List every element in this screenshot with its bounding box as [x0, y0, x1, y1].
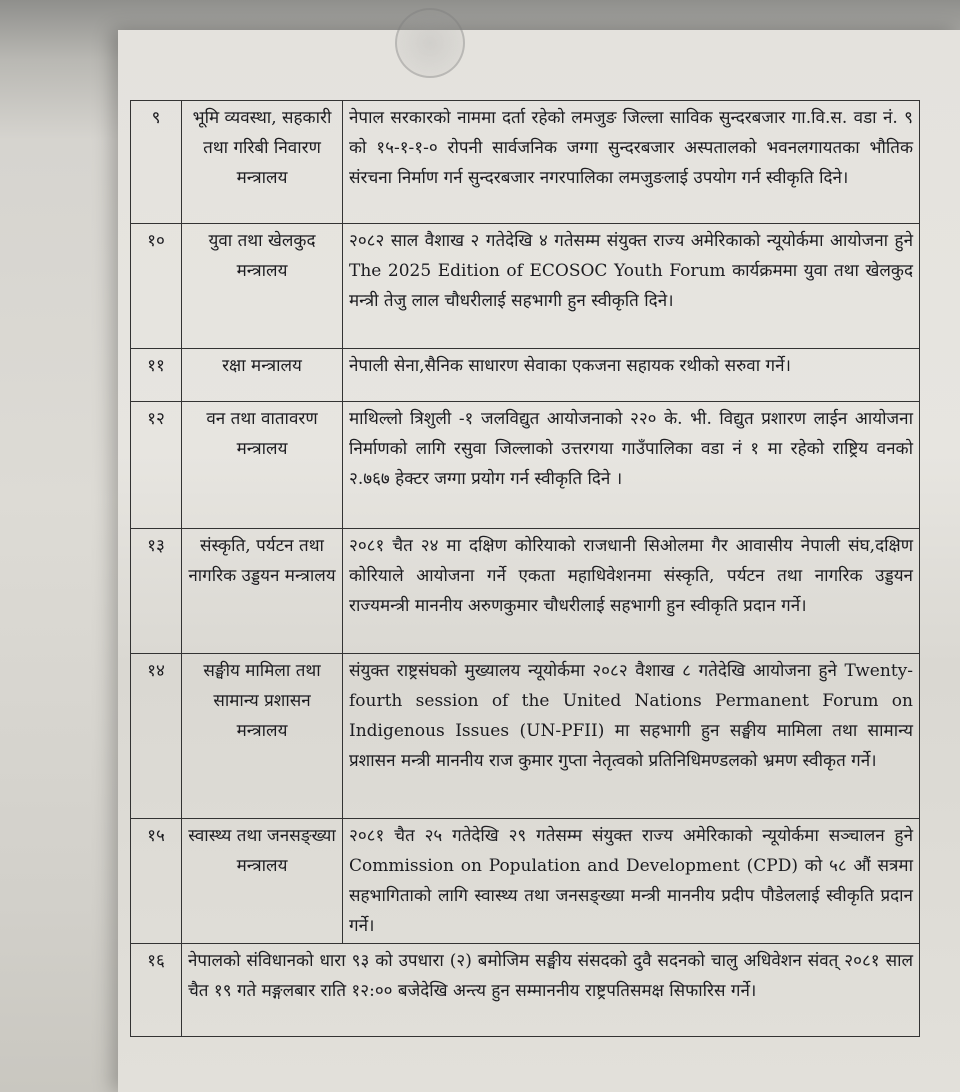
- table-row: [131, 819, 920, 944]
- ministry-name: संस्कृति, पर्यटन तथा नागरिक उड्डयन मन्त्रालय: [182, 529, 343, 654]
- table-row: [131, 529, 920, 654]
- decision-text: संयुक्त राष्ट्रसंघको मुख्यालय न्यूयोर्कमा २०८२ वैशाख ८ गतेदेखि आयोजना हुने Twenty-fourth session of the United Nations Permanent Forum on Indigenous Issues (UN-PFII) मा सहभागी हुन सङ्घीय मामिला तथा सामान्य प्रशासन मन्त्री माननीय राज कुमार गुप्ता नेतृत्वको प्रतिनिधिमण्डलको भ्रमण स्वीकृत गर्ने।: [343, 654, 920, 819]
- row-number: ९: [131, 101, 182, 224]
- decision-text: नेपाल सरकारको नाममा दर्ता रहेको लमजुङ जिल्ला साविक सुन्दरबजार गा.वि.स. वडा नं. ९ को १५-१-१-० रोपनी सार्वजनिक जग्गा सुन्दरबजार अस्पतालको भवनलगायतका भौतिक संरचना निर्माण गर्न सुन्दरबजार नगरपालिका लमजुङलाई उपयोग गर्न स्वीकृति दिने।: [343, 101, 920, 224]
- row-number: १५: [131, 819, 182, 944]
- decision-text: २०८२ साल वैशाख २ गतेदेखि ४ गतेसम्म संयुक्त राज्य अमेरिकाको न्यूयोर्कमा आयोजना हुने The 2025 Edition of ECOSOC Youth Forum कार्यक्रममा युवा तथा खेलकुद मन्त्री तेजु लाल चौधरीलाई सहभागी हुन स्वीकृति दिने।: [343, 224, 920, 349]
- ministry-name: वन तथा वातावरण मन्त्रालय: [182, 402, 343, 529]
- table-row: [131, 224, 920, 349]
- decision-text: माथिल्लो त्रिशुली -१ जलविद्युत आयोजनाको २२० के. भी. विद्युत प्रशारण लाईन आयोजना निर्माणको लागि रसुवा जिल्लाको उत्तरगया गाउँपालिका वडा नं १ मा रहेको राष्ट्रिय वनको २.७६७ हेक्टर जग्गा प्रयोग गर्न स्वीकृति दिने ।: [343, 402, 920, 529]
- cabinet-decisions-table: [130, 100, 920, 1037]
- row-number: १०: [131, 224, 182, 349]
- table-row: [131, 654, 920, 819]
- row-number: १३: [131, 529, 182, 654]
- ministry-name: युवा तथा खेलकुद मन्त्रालय: [182, 224, 343, 349]
- ministry-name: स्वास्थ्य तथा जनसङ्ख्या मन्त्रालय: [182, 819, 343, 944]
- emblem-seal-icon: [395, 8, 465, 78]
- table-row: [131, 402, 920, 529]
- row-number: १६: [131, 944, 182, 1037]
- table-row: [131, 101, 920, 224]
- table-row: [131, 349, 920, 402]
- decision-text: नेपाली सेना,सैनिक साधारण सेवाका एकजना सहायक रथीको सरुवा गर्ने।: [343, 349, 920, 402]
- ministry-name: भूमि व्यवस्था, सहकारी तथा गरिबी निवारण मन्त्रालय: [182, 101, 343, 224]
- decision-text: २०८१ चैत २५ गतेदेखि २९ गतेसम्म संयुक्त राज्य अमेरिकाको न्यूयोर्कमा सञ्चालन हुने Commission on Population and Development (CPD) को ५८ औं सत्रमा सहभागिताको लागि स्वास्थ्य तथा जनसङ्ख्या मन्त्री माननीय प्रदीप पौडेललाई स्वीकृति प्रदान गर्ने।: [343, 819, 920, 944]
- table-row: [131, 944, 920, 1037]
- row-number: १२: [131, 402, 182, 529]
- ministry-name: रक्षा मन्त्रालय: [182, 349, 343, 402]
- row-number: १४: [131, 654, 182, 819]
- decision-text: नेपालको संविधानको धारा ९३ को उपधारा (२) बमोजिम सङ्घीय संसदको दुवै सदनको चालु अधिवेशन संवत् २०८१ साल चैत १९ गते मङ्गलबार राति १२:०० बजेदेखि अन्त्य हुन सम्माननीय राष्ट्रपतिसमक्ष सिफारिस गर्ने।: [182, 944, 920, 1037]
- decision-text: २०८१ चैत २४ मा दक्षिण कोरियाको राजधानी सिओलमा गैर आवासीय नेपाली संघ,दक्षिण कोरियाले आयोजना गर्ने एकता महाधिवेशनमा संस्कृति, पर्यटन तथा नागरिक उड्डयन राज्यमन्त्री माननीय अरुणकुमार चौधरीलाई सहभागी हुन स्वीकृति प्रदान गर्ने।: [343, 529, 920, 654]
- row-number: ११: [131, 349, 182, 402]
- ministry-name: सङ्घीय मामिला तथा सामान्य प्रशासन मन्त्रालय: [182, 654, 343, 819]
